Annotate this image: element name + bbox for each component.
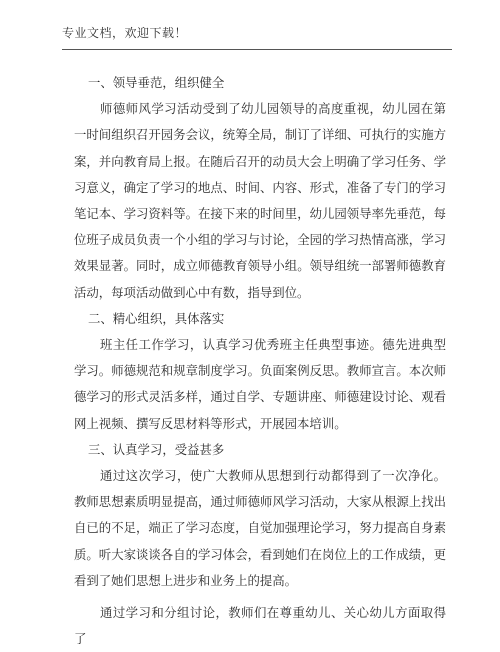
page-header-text: 专业文档，欢迎下载！ [62, 26, 188, 40]
section-2-paragraph-1: 班主任工作学习，认真学习优秀班主任典型事迹。德先进典型学习。师德规范和规章制度学习。负面案例反思。教师宣言。本次师德学习的形式灵活多样，通过自学、专题讲座、师德建设讨论、观看网上视频、撰写反思材料等形式，开展园本培训。 [74, 337, 446, 431]
section-3-paragraph-1: 通过这次学习，使广大教师从思想到行动都得到了一次净化。教师思想素质明显提高，通过师德师风学习活动，大家从根源上找出自已的不足，端正了学习态度，自觉加强理论学习，努力提高自身素质。听大家谈谈各自的学习体会，看到她们在岗位上的工作成绩，更看到了她们思想上进步和业务上的提高。 [74, 468, 446, 588]
document-body [74, 70, 446, 652]
section-heading-1: 一、领导垂范，组织健全 [88, 75, 225, 90]
section-3-paragraph-2: 通过学习和分组讨论，教师们在尊重幼儿、关心幼儿方面取得了 [74, 605, 446, 647]
section-heading-2: 二、精心组织，具体落实 [88, 310, 225, 326]
section-1-paragraph-1: 师德师风学习活动受到了幼儿园领导的高度重视，幼儿园在第一时间组织召开园务会议，统筹全局，制订了详细、可执行的实施方案，并向教育局上报。在随后召开的动员大会上明确了学习任务、学习意义，确定了学习的地点、时间、内容、形式，准备了专门的学习笔记本、学习资料等。在接下来的时间里，幼儿园领导率先垂范，每位班子成员负责一个小组的学习与讨论，全园的学习热情高涨，学习效果显著。同时，成立师德教育领导小组。领导组统一部署师德教育活动，每项活动做到心中有数，指导到位。 [74, 101, 446, 300]
section-heading-3: 三、认真学习，受益甚多 [88, 441, 225, 457]
header-divider [62, 49, 452, 50]
